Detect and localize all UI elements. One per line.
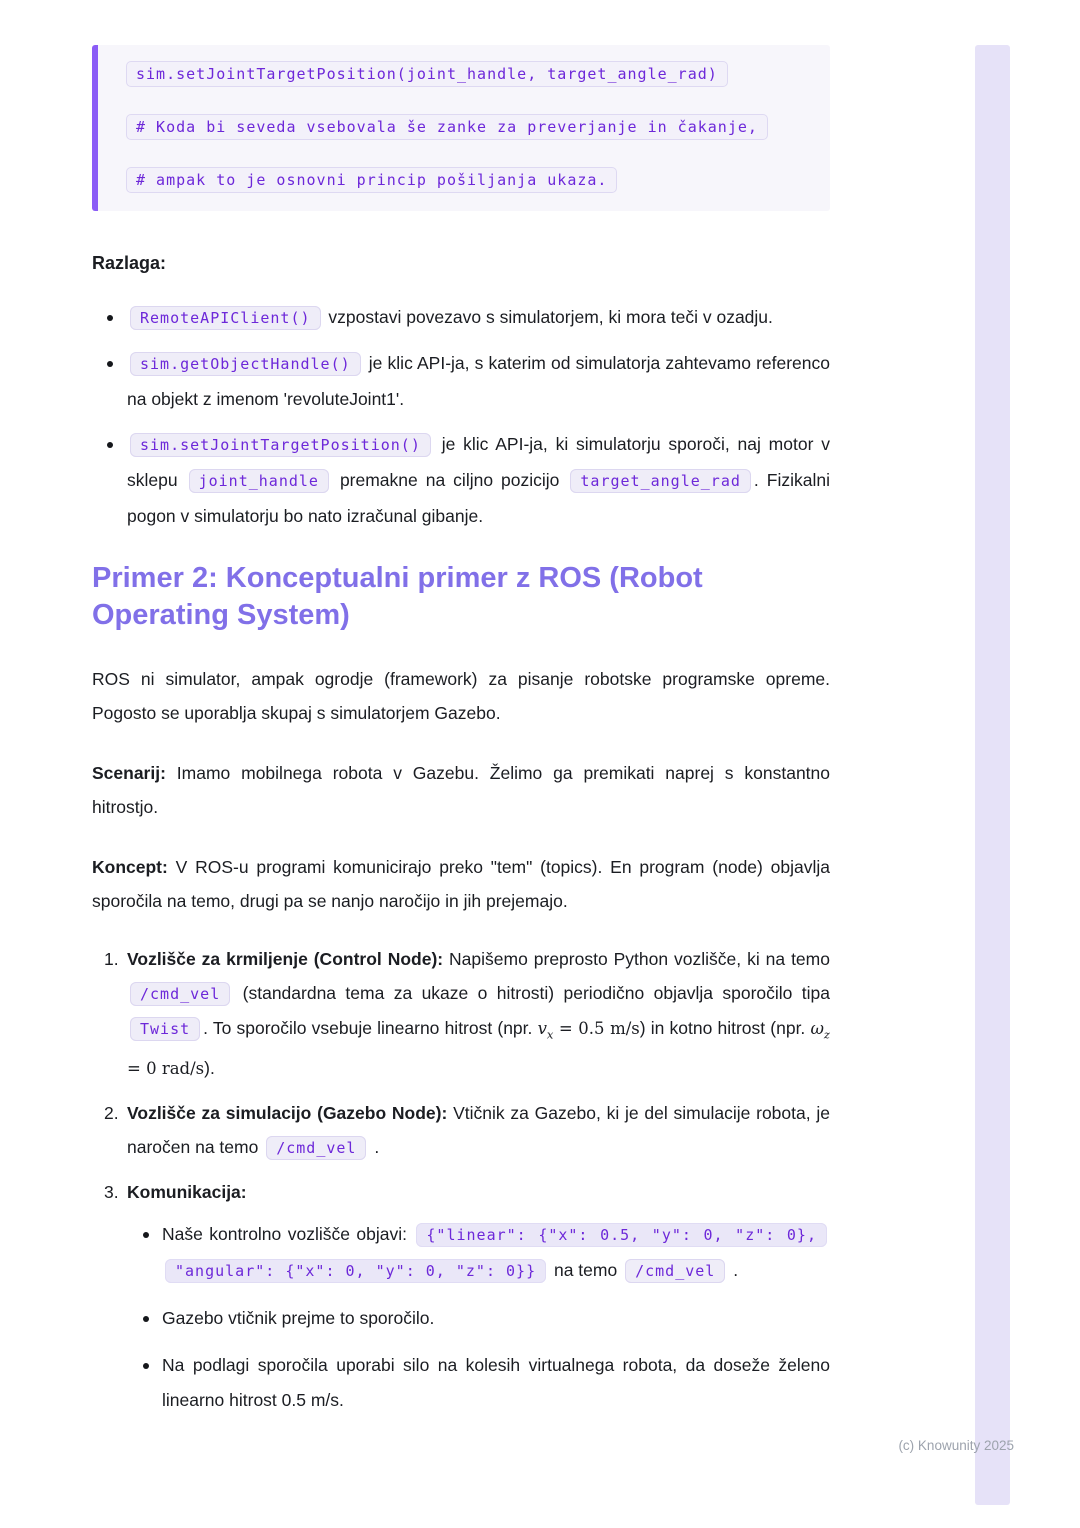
math-inline: $\omega_z = 0$ rad/s — [127, 1019, 830, 1079]
item-text: Napišemo preprosto Python vozlišče, ki na temo — [449, 949, 830, 969]
numbered-item — [92, 1096, 830, 1165]
item-number: 2. — [104, 1103, 119, 1124]
nested-list-item — [127, 1348, 830, 1418]
list-item-body — [127, 427, 830, 534]
list-item — [92, 427, 830, 534]
inline-code: joint_handle — [189, 469, 329, 493]
numbered-item-body — [127, 942, 830, 1086]
list-item-text: . Fizikalni pogon v simulatorju bo nato izračunal gibanje. — [127, 470, 830, 526]
list-item-text: vzpostavi povezavo s simulatorjem, ki mora teči v ozadju. — [328, 307, 773, 327]
item-text: . — [374, 1137, 380, 1158]
nested-list-item — [127, 1301, 830, 1336]
item-text: ) in kotno hitrost (npr. — [639, 1018, 806, 1038]
inline-code: sim.setJointTargetPosition() — [130, 433, 431, 457]
numbered-item — [92, 1175, 830, 1430]
numbered-item-body — [127, 1175, 830, 1430]
numbered-item — [92, 942, 830, 1086]
item-lead: Vozlišče za krmiljenje (Control Node): — [127, 949, 444, 969]
code-comment-line: # Koda bi seveda vsebovala še zanke za preverjanje in čakanje, — [126, 114, 768, 140]
code-comment-line: # ampak to je osnovni princip pošiljanja ukaza. — [126, 167, 617, 193]
inline-code-json: {"linear": {"x": 0.5, "y": 0, "z": 0}, "angular": {"x": 0, "y": 0, "z": 0}} — [165, 1223, 827, 1283]
bullet-icon — [143, 1316, 149, 1322]
inline-code: sim.getObjectHandle() — [130, 352, 361, 376]
math-inline: $v_x = 0.5$ m/s — [537, 1019, 640, 1042]
nested-list-item — [127, 1217, 830, 1289]
paragraph: ROS ni simulator, ampak ogrodje (framework) za pisanje robotske programske opreme. Pogosto se uporablja skupaj s simulatorjem Gazebo. — [92, 669, 830, 723]
inline-code: /cmd_vel — [266, 1136, 366, 1160]
nested-list — [127, 1217, 830, 1418]
bullet-icon — [107, 361, 113, 367]
paragraph — [92, 850, 830, 918]
item-text: . — [733, 1260, 739, 1281]
bullet-icon — [143, 1363, 149, 1369]
inline-code: target_angle_rad — [570, 469, 751, 493]
item-lead: Komunikacija: — [127, 1182, 247, 1203]
list-item-text: je klic API-ja, ki simulatorju sporoči, naj motor v sklepu — [127, 434, 830, 490]
item-number: 3. — [104, 1182, 119, 1203]
item-number: 1. — [104, 949, 119, 969]
inline-code: RemoteAPIClient() — [130, 306, 321, 330]
paragraph-text: V ROS-u programi komunicirajo preko "tem" (topics). En program (node) objavlja sporočila na temo, drugi pa se nanjo naročijo in jih prejemajo. — [92, 857, 830, 911]
paragraph-lead: Scenarij: — [92, 763, 166, 783]
page-scrollbar[interactable] — [975, 45, 1010, 1505]
item-text: Naše kontrolno vozlišče objavi: — [162, 1224, 407, 1245]
numbered-item-body — [127, 1096, 830, 1165]
item-lead: Vozlišče za simulacijo (Gazebo Node): — [127, 1103, 448, 1124]
code-block — [92, 45, 830, 211]
inline-code: Twist — [130, 1017, 200, 1041]
list-item — [92, 300, 830, 336]
item-text: . To sporočilo vsebuje linearno hitrost (npr. — [203, 1018, 533, 1038]
bullet-icon — [107, 442, 113, 448]
numbered-list — [92, 942, 830, 1430]
nested-item-body — [162, 1217, 830, 1289]
list-item-text: je klic API-ja, s katerim od simulatorja zahtevamo referenco na objekt z imenom 'revoluteJoint1'. — [127, 353, 830, 409]
nested-item-body: Na podlagi sporočila uporabi silo na kolesih virtualnega robota, da doseže želeno linearno hitrost 0.5 m/s. — [162, 1355, 830, 1411]
paragraph — [92, 756, 830, 824]
nested-item-body: Gazebo vtičnik prejme to sporočilo. — [162, 1308, 435, 1329]
item-text: (standardna tema za ukaze o hitrosti) periodično objavlja sporočilo tipa — [242, 983, 830, 1003]
list-item-text: premakne na ciljno pozicijo — [339, 470, 560, 490]
item-text: Vtičnik za Gazebo, ki je del simulacije robota, je naročen na temo — [127, 1103, 830, 1158]
bullet-icon — [107, 315, 113, 321]
paragraph-lead: Koncept: — [92, 857, 168, 877]
watermark-copyright: (c) Knowunity 2025 — [898, 1438, 1014, 1453]
code-line: sim.setJointTargetPosition(joint_handle, target_angle_rad) — [126, 61, 728, 87]
list-item-body — [127, 300, 773, 336]
inline-code: /cmd_vel — [130, 982, 230, 1006]
list-item — [92, 346, 830, 417]
item-text: ). — [204, 1058, 215, 1079]
inline-code: /cmd_vel — [625, 1259, 725, 1283]
razlaga-list — [92, 300, 830, 534]
section-heading: Primer 2: Konceptualni primer z ROS (Robot Operating System) — [92, 562, 703, 631]
razlaga-heading: Razlaga: — [92, 253, 167, 273]
list-item-body — [127, 346, 830, 417]
item-text: na temo — [553, 1260, 618, 1281]
bullet-icon — [143, 1232, 149, 1238]
paragraph-text: Imamo mobilnega robota v Gazebu. Želimo ga premikati naprej s konstantno hitrostjo. — [92, 763, 830, 817]
document-content — [92, 45, 830, 1440]
